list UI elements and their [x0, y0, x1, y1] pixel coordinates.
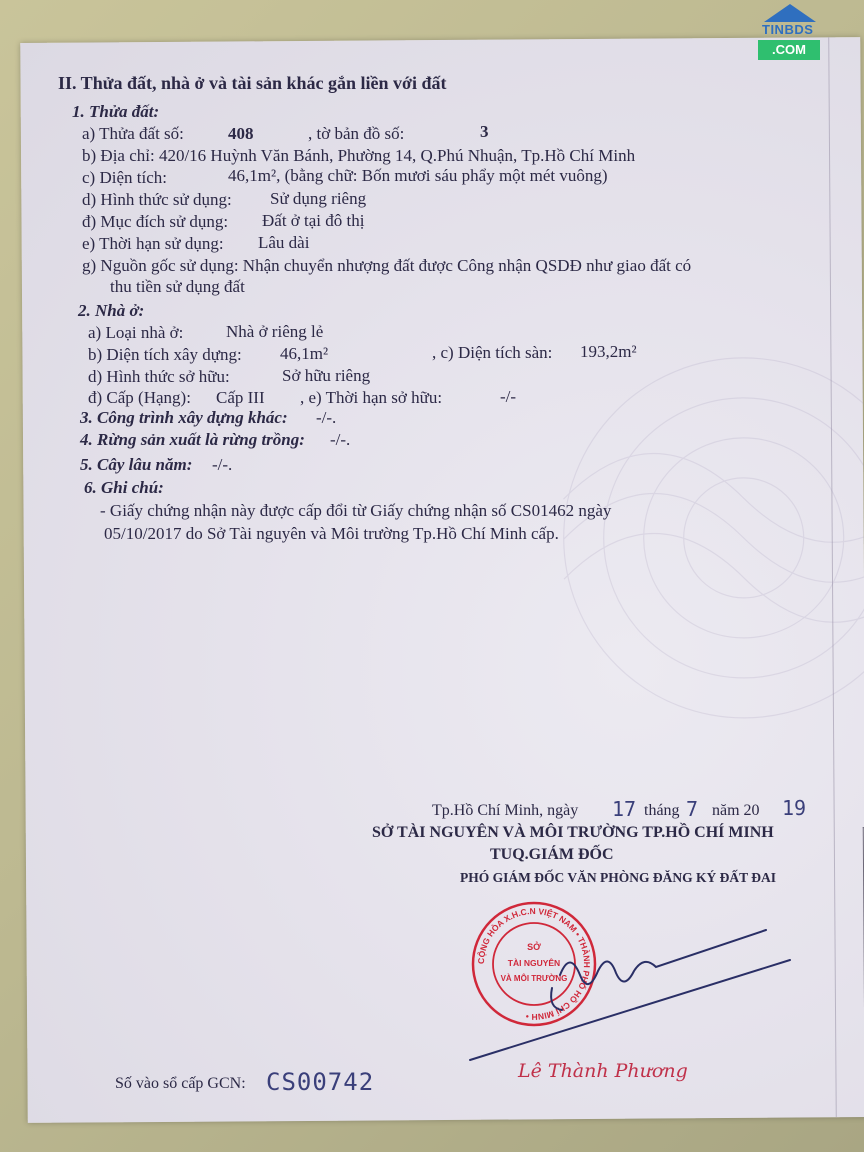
- house-build-area-label: b) Diện tích xây dựng:: [88, 345, 242, 364]
- land-area-value: 46,1m², (bằng chữ: Bốn mươi sáu phẩy một mét vuông): [228, 166, 608, 185]
- house-grade-label: đ) Cấp (Hạng):: [88, 388, 191, 407]
- house-floor-area-label: , c) Diện tích sàn:: [432, 343, 553, 362]
- house-type-value: Nhà ở riêng lẻ: [226, 322, 324, 341]
- stamp-line3: VÀ MÔI TRƯỜNG: [500, 974, 568, 983]
- tinbds-logo: [758, 4, 820, 62]
- house-build-area-value: 46,1m²: [280, 344, 329, 363]
- tuq-director: TUQ.GIÁM ĐỐC: [490, 846, 614, 863]
- other-works-label: 3. Công trình xây dựng khác:: [80, 408, 288, 427]
- signing-month: 7: [686, 797, 699, 821]
- house-ownership-term-value: -/-: [500, 387, 517, 406]
- land-term-value: Lâu dài: [258, 233, 310, 252]
- notes-line1: - Giấy chứng nhận này được cấp đổi từ Giấy chứng nhận số CS01462 ngày: [100, 501, 612, 520]
- land-parcel-label: a) Thửa đất số:: [82, 124, 184, 143]
- stamp-line1: SỞ: [527, 942, 541, 952]
- signer-position: PHÓ GIÁM ĐỐC VĂN PHÒNG ĐĂNG KÝ ĐẤT ĐAI: [460, 870, 777, 885]
- planted-forest-value: -/-.: [330, 430, 351, 449]
- registry-number: CS00742: [266, 1068, 375, 1096]
- land-origin-line1: g) Nguồn gốc sử dụng: Nhận chuyển nhượng đất được Công nhận QSDĐ như giao đất có: [82, 256, 692, 275]
- land-term-label: e) Thời hạn sử dụng:: [82, 234, 224, 253]
- land-area-label: c) Diện tích:: [82, 168, 167, 187]
- issuing-agency: SỞ TÀI NGUYÊN VÀ MÔI TRƯỜNG TP.HỒ CHÍ MINH: [372, 824, 774, 841]
- signing-day: 17: [612, 797, 637, 821]
- logo-text-com: .COM: [758, 40, 820, 60]
- house-ownership-term-label: , e) Thời hạn sở hữu:: [300, 388, 443, 407]
- registry-label: Số vào sổ cấp GCN:: [115, 1075, 246, 1092]
- signing-year: 19: [782, 796, 807, 820]
- land-use-form-value: Sử dụng riêng: [270, 189, 367, 208]
- land-purpose-label: đ) Mục đích sử dụng:: [82, 212, 229, 231]
- house-grade-value: Cấp III: [216, 388, 265, 407]
- notes-line2: 05/10/2017 do Sở Tài nguyên và Môi trường Tp.Hồ Chí Minh cấp.: [104, 524, 559, 543]
- section-title: II. Thửa đất, nhà ở và tài sản khác gắn liền với đất: [58, 73, 447, 93]
- notes-heading: 6. Ghi chú:: [84, 478, 164, 497]
- land-origin-line2: thu tiền sử dụng đất: [110, 277, 245, 296]
- house-type-label: a) Loại nhà ở:: [88, 323, 184, 342]
- logo-text-tinbds: TINBDS: [762, 22, 814, 37]
- land-heading: 1. Thửa đất:: [72, 102, 160, 121]
- house-ownership-value: Sở hữu riêng: [282, 366, 371, 385]
- signing-month-label: tháng: [644, 802, 680, 819]
- planted-forest-label: 4. Rừng sản xuất là rừng trồng:: [80, 430, 305, 449]
- perennial-trees-label: 5. Cây lâu năm:: [80, 455, 193, 474]
- signer-name: Lê Thành Phương: [518, 1060, 688, 1082]
- land-map-number: 3: [480, 122, 489, 141]
- background-ornament: [522, 277, 864, 800]
- signing-date-prefix: Tp.Hồ Chí Minh, ngày: [432, 802, 579, 819]
- stamp-line2: TÀI NGUYÊN: [507, 958, 561, 968]
- land-address: b) Địa chỉ: 420/16 Huỳnh Văn Bánh, Phường 14, Q.Phú Nhuận, Tp.Hồ Chí Minh: [82, 146, 636, 165]
- land-use-form-label: d) Hình thức sử dụng:: [82, 190, 232, 209]
- land-purpose-value: Đất ở tại đô thị: [262, 211, 365, 230]
- house-floor-area-value: 193,2m²: [580, 342, 637, 361]
- signature: [460, 920, 800, 1070]
- house-roof-icon: [764, 4, 816, 22]
- signing-year-label: năm 20: [712, 802, 760, 819]
- house-ownership-label: d) Hình thức sở hữu:: [88, 367, 230, 386]
- land-map-label: , tờ bản đồ số:: [308, 124, 405, 143]
- perennial-trees-value: -/-.: [212, 455, 233, 474]
- stamp-outer-text: CỘNG HÒA X.H.C.N VIỆT NAM • THÀNH PHỐ HỒ CHÍ MINH •: [475, 905, 593, 1023]
- other-works-value: -/-.: [316, 408, 337, 427]
- land-parcel-number: 408: [228, 124, 254, 143]
- house-heading: 2. Nhà ở:: [78, 301, 145, 320]
